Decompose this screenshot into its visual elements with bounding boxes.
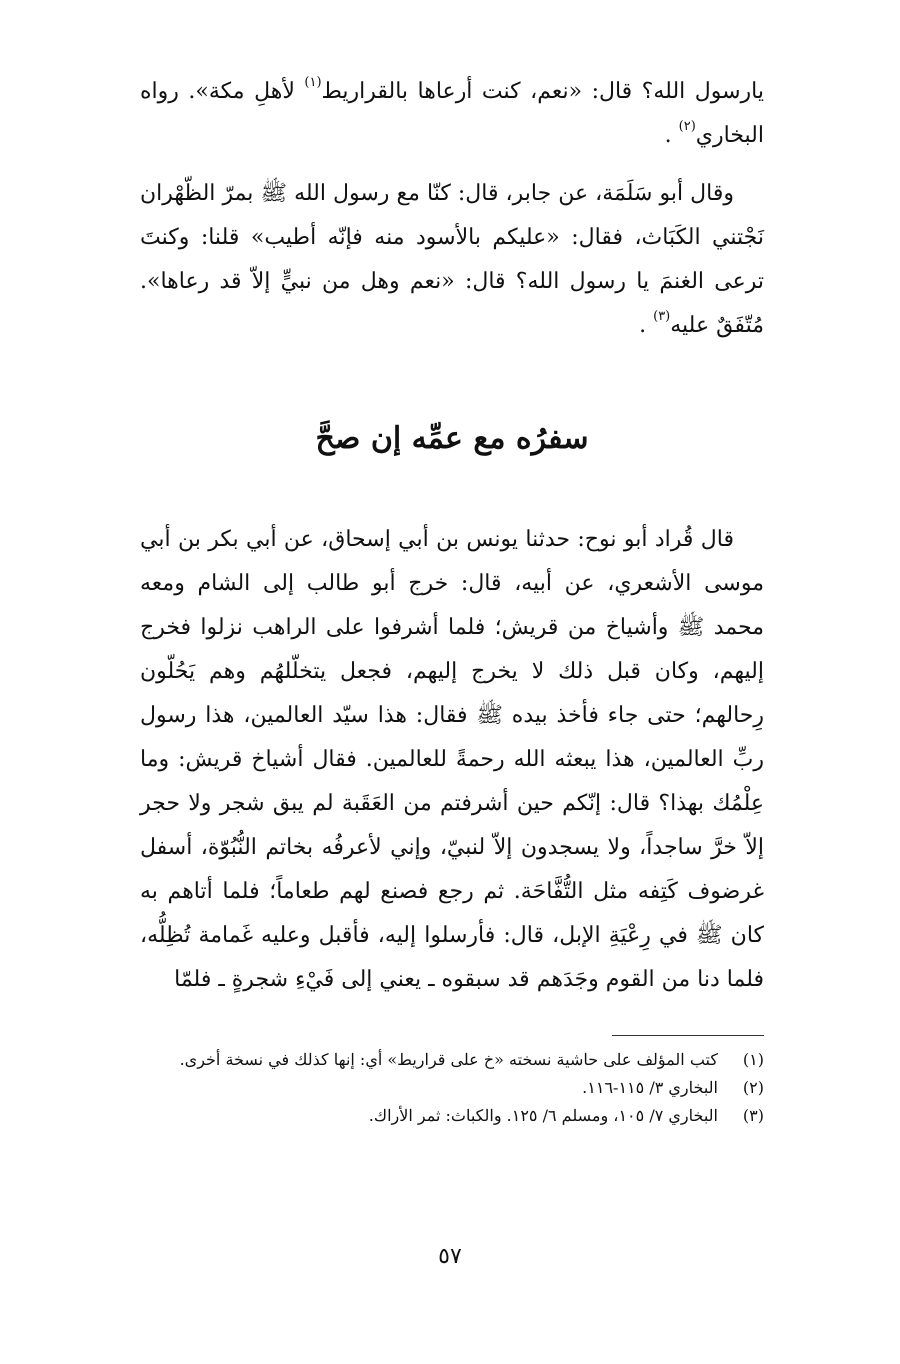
intro-paragraph-block bbox=[140, 70, 764, 158]
intro-text-3: . bbox=[664, 123, 679, 148]
footnote-divider bbox=[612, 1035, 764, 1036]
footnote-number: (١) bbox=[742, 1050, 764, 1069]
footnote-text: كتب المؤلف على حاشية نسخته «خ على قراريط» أي: إنها كذلك في نسخة أخرى. bbox=[179, 1050, 718, 1069]
footnotes-section bbox=[140, 1046, 764, 1130]
section-heading: سفرُه مع عمِّه إن صحَّ bbox=[315, 421, 589, 456]
intro-text-1: يارسول الله؟ قال: «نعم، كنت أرعاها بالقراريط bbox=[321, 79, 764, 104]
footnote-item bbox=[140, 1102, 764, 1130]
footnote-item bbox=[140, 1074, 764, 1102]
footnote-number: (٢) bbox=[742, 1078, 764, 1097]
hadith-paragraph-block bbox=[140, 172, 764, 348]
footnote-number: (٣) bbox=[742, 1106, 764, 1125]
footnote-item bbox=[140, 1046, 764, 1074]
footnote-ref-2[interactable]: (٢) bbox=[678, 119, 696, 134]
footnote-ref-1[interactable]: (١) bbox=[304, 75, 322, 90]
main-paragraph: قال قُراد أبو نوح: حدثنا يونس بن أبي إسحاق، عن أبي بكر بن أبي موسى الأشعري، عن أبيه، قال: خرج أبو طالب إلى الشام ومعه محمد ﷺ وأشياخ من قريش؛ فلما أشرفوا على الراهب نزلوا فخرج إليهم، وكان قبل ذلك لا يخرج إليهم، فجعل يتخلّلهُم وهم يَحُلّون رِحالهم؛ حتى جاء فأخذ بيده ﷺ فقال: هذا سيّد العالمين، هذا رسول ربِّ العالمين، هذا يبعثه الله رحمةً للعالمين. فقال أشياخ قريش: وما عِلْمُك بهذا؟ قال: إنّكم حين أشرفتم من العَقَبة لم يبق شجر ولا حجر إلاّ خرَّ ساجداً، ولا يسجدون إلاّ لنبيّ، وإني لأعرفُه بخاتم النُّبُوّة، أسفل غرضوف كَتِفه مثل التُّفَّاحَة. ثم رجع فصنع لهم طعاماً؛ فلما أتاهم به كان ﷺ في رِعْيَةِ الإبل، قال: فأرسلوا إليه، فأقبل وعليه غَمامة تُظِلُّه، فلما دنا من القوم وجَدَهم قد سبقوه ـ يعني إلى فَيْءِ شجرةٍ ـ فلمّا bbox=[140, 527, 764, 992]
footnote-text: البخاري ٧/ ١٠٥، ومسلم ٦/ ١٢٥. والكباث: ثمر الأراك. bbox=[368, 1106, 718, 1125]
hadith-text: وقال أبو سَلَمَة، عن جابر، قال: كنّا مع رسول الله ﷺ بمرّ الظّهْران نَجْتني الكَبَاث، فقال: «عليكم بالأسود منه فإنّه أطيب» قلنا: وكنتَ ترعى الغنمَ يا رسول الله؟ قال: «نعم وهل من نبيٍّ إلاّ قد رعاها». مُتّفَقٌ عليه bbox=[140, 181, 764, 338]
intro-paragraph bbox=[140, 70, 764, 158]
main-paragraph-block bbox=[140, 518, 764, 1002]
page-number: ٥٧ bbox=[438, 1244, 462, 1269]
intro-text-2: لأهلِ مكة». رواه البخاري bbox=[140, 79, 764, 148]
footnote-text: البخاري ٣/ ١١٥-١١٦. bbox=[582, 1078, 718, 1097]
hadith-text-end: . bbox=[639, 313, 654, 338]
footnote-ref-3[interactable]: (٣) bbox=[653, 309, 671, 324]
hadith-paragraph bbox=[140, 172, 764, 348]
